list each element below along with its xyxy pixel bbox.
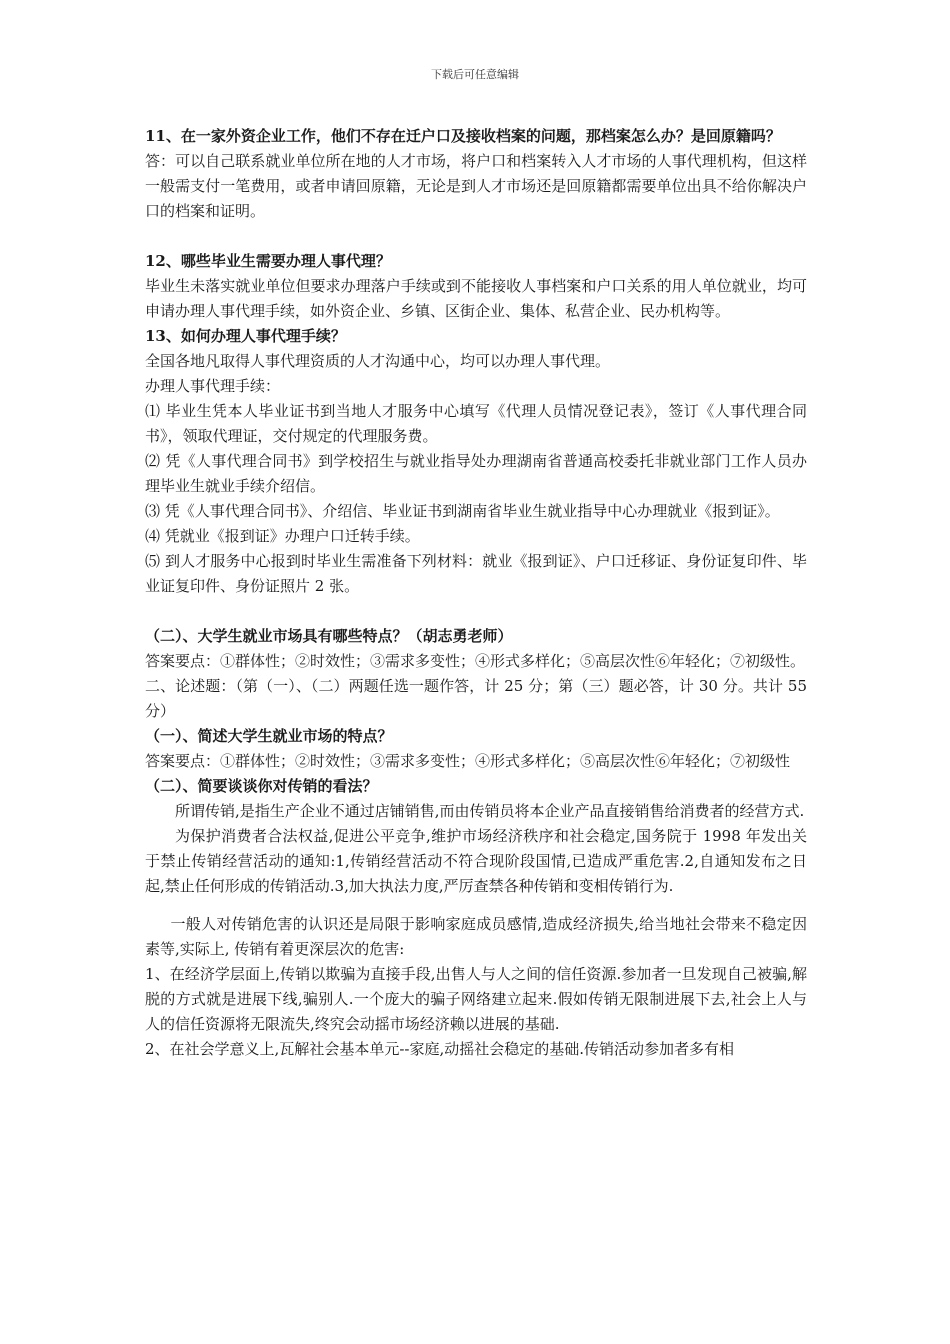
body-paragraph: ⑵ 凭《人事代理合同书》到学校招生与就业指导处办理湖南省普通高校委托非就业部门工作人员办理毕业生就业手续介绍信。 bbox=[145, 452, 807, 495]
body-paragraph: ⑸ 到人才服务中心报到时毕业生需准备下列材料：就业《报到证》、户口迁移证、身份证复印件、毕业证复印件、身份证照片 2 张。 bbox=[145, 552, 807, 595]
section-heading: 13、如何办理人事代理手续？ bbox=[145, 327, 346, 345]
section-heading: （二）、大学生就业市场具有哪些特点？（胡志勇老师） bbox=[145, 627, 513, 645]
section-heading: （一）、简述大学生就业市场的特点？ bbox=[145, 727, 393, 745]
section-heading: （二）、简要谈谈你对传销的看法？ bbox=[145, 777, 378, 795]
page-header: 下载后可任意编辑 bbox=[431, 68, 519, 81]
paragraph-spacer bbox=[145, 599, 807, 624]
body-paragraph: 一般人对传销危害的认识还是局限于影响家庭成员感情,造成经济损失,给当地社会带来不稳定因素等,实际上, 传销有着更深层次的危害: bbox=[145, 915, 807, 958]
body-paragraph: ⑶ 凭《人事代理合同书》、介绍信、毕业证书到湖南省毕业生就业指导中心办理就业《报到证》。 bbox=[145, 502, 780, 520]
body-paragraph: 所谓传销,是指生产企业不通过店铺销售,而由传销员将本企业产品直接销售给消费者的经营方式. bbox=[175, 802, 805, 820]
body-paragraph: ⑴ 毕业生凭本人毕业证书到当地人才服务中心填写《代理人员情况登记表》，签订《人事代理合同书》，领取代理证，交付规定的代理服务费。 bbox=[145, 402, 807, 445]
body-paragraph: 2、在社会学意义上,瓦解社会基本单元--家庭,动摇社会稳定的基础.传销活动参加者多有相 bbox=[145, 1040, 734, 1058]
paragraph-spacer bbox=[145, 899, 807, 912]
body-paragraph: 办理人事代理手续： bbox=[145, 377, 281, 395]
document-body bbox=[145, 124, 807, 1062]
body-paragraph: 二、论述题：（第（一）、（二）两题任选一题作答，计 25 分；第（三）题必答，计 30 分。共计 55 分） bbox=[145, 677, 807, 720]
section-heading: 11、在一家外资企业工作，他们不存在迁户口及接收档案的问题，那档案怎么办？是回原籍吗？ bbox=[145, 127, 781, 145]
body-paragraph: 为保护消费者合法权益,促进公平竞争,维护市场经济秩序和社会稳定,国务院于 1998 年发出关于禁止传销经营活动的通知:1,传销经营活动不符合现阶段国情,已造成严重危害.2,自通知发布之日起,禁止任何形成的传销活动.3,加大执法力度,严厉查禁各种传销和变相传销行为. bbox=[145, 827, 807, 895]
body-paragraph: 答案要点：①群体性；②时效性；③需求多变性；④形式多样化；⑤高层次性⑥年轻化；⑦初级性 bbox=[145, 752, 791, 770]
paragraph-spacer bbox=[145, 224, 807, 249]
section-heading: 12、哪些毕业生需要办理人事代理？ bbox=[145, 252, 391, 270]
body-paragraph: 答：可以自己联系就业单位所在地的人才市场，将户口和档案转入人才市场的人事代理机构，但这样一般需支付一笔费用，或者申请回原籍，无论是到人才市场还是回原籍都需要单位出具不给你解决户口的档案和证明。 bbox=[145, 152, 807, 220]
body-paragraph: 毕业生未落实就业单位但要求办理落户手续或到不能接收人事档案和户口关系的用人单位就业，均可申请办理人事代理手续，如外资企业、乡镇、区街企业、集体、私营企业、民办机构等。 bbox=[145, 277, 807, 320]
body-paragraph: ⑷ 凭就业《报到证》办理户口迁转手续。 bbox=[145, 527, 420, 545]
body-paragraph: 全国各地凡取得人事代理资质的人才沟通中心，均可以办理人事代理。 bbox=[145, 352, 611, 370]
body-paragraph: 答案要点：①群体性；②时效性；③需求多变性；④形式多样化；⑤高层次性⑥年轻化；⑦初级性。 bbox=[145, 652, 806, 670]
body-paragraph: 1、在经济学层面上,传销以欺骗为直接手段,出售人与人之间的信任资源.参加者一旦发现自己被骗,解脱的方式就是进展下线,骗别人.一个庞大的骗子网络建立起来.假如传销无限制进展下去,社会上人与人的信任资源将无限流失,终究会动摇市场经济赖以进展的基础. bbox=[145, 965, 807, 1033]
